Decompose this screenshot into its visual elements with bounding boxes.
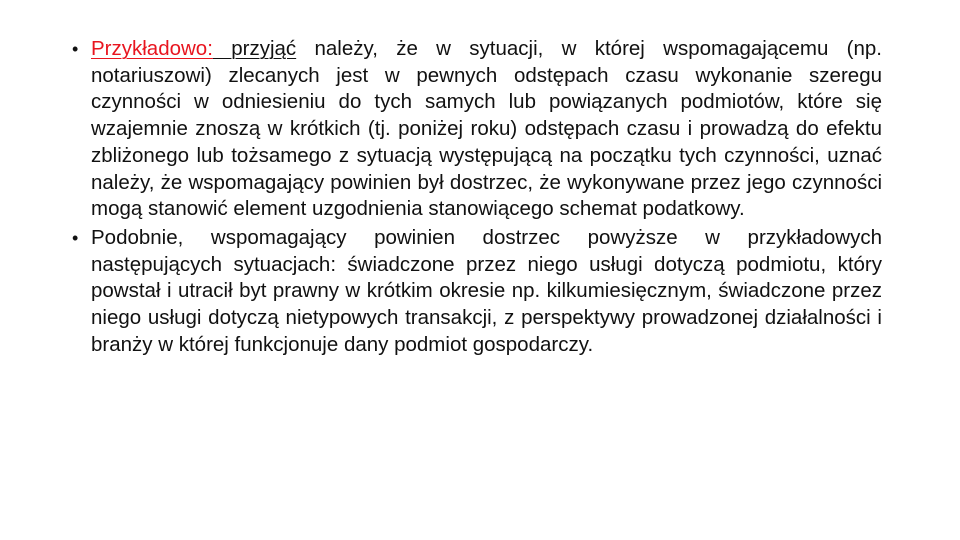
bullet-item-1 — [72, 36, 882, 223]
bullet-icon: • — [72, 227, 79, 248]
bullet-icon: • — [72, 39, 79, 59]
bullet-item-2 — [72, 225, 882, 359]
bullet-text: należy, że w sytuacji, w której wspomagającemu (np. notariuszowi) zlecanych jest w pewnych odstępach czasu wykonanie szeregu czynności w odniesieniu do tych samych lub powiązanych podmiotów, które się wzajemnie znoszą w krótkich (tj. poniżej roku) odstępach czasu i prowadzą do efektu zbliżonego lub tożsamego z sytuacją występującą na początku tych czynności, uznać należy, że wspomagający powinien był dostrzec, że wykonywane przez jego czynności mogą stanowić element uzgodnienia stanowiącego schemat podatkowy. — [91, 37, 883, 221]
bullet-lead-highlight: Przykładowo: — [91, 37, 213, 60]
bullet-list — [72, 36, 882, 360]
bullet-lead-underlined: przyjąć — [212, 37, 297, 60]
bullet-text: Podobnie, wspomagający powinien dostrzec powyższe w przykładowych następujących sytuacjach: świadczone przez niego usługi dotyczą podmiotu, który powstał i utracił byt prawny w krótkim okresie np. kilkumiesięcznym, świadczone przez niego usługi dotyczą nietypowych transakcji, z perspektywy prowadzonej działalności i branży w której funkcjonuje dany podmiot gospodarczy. — [91, 225, 882, 356]
